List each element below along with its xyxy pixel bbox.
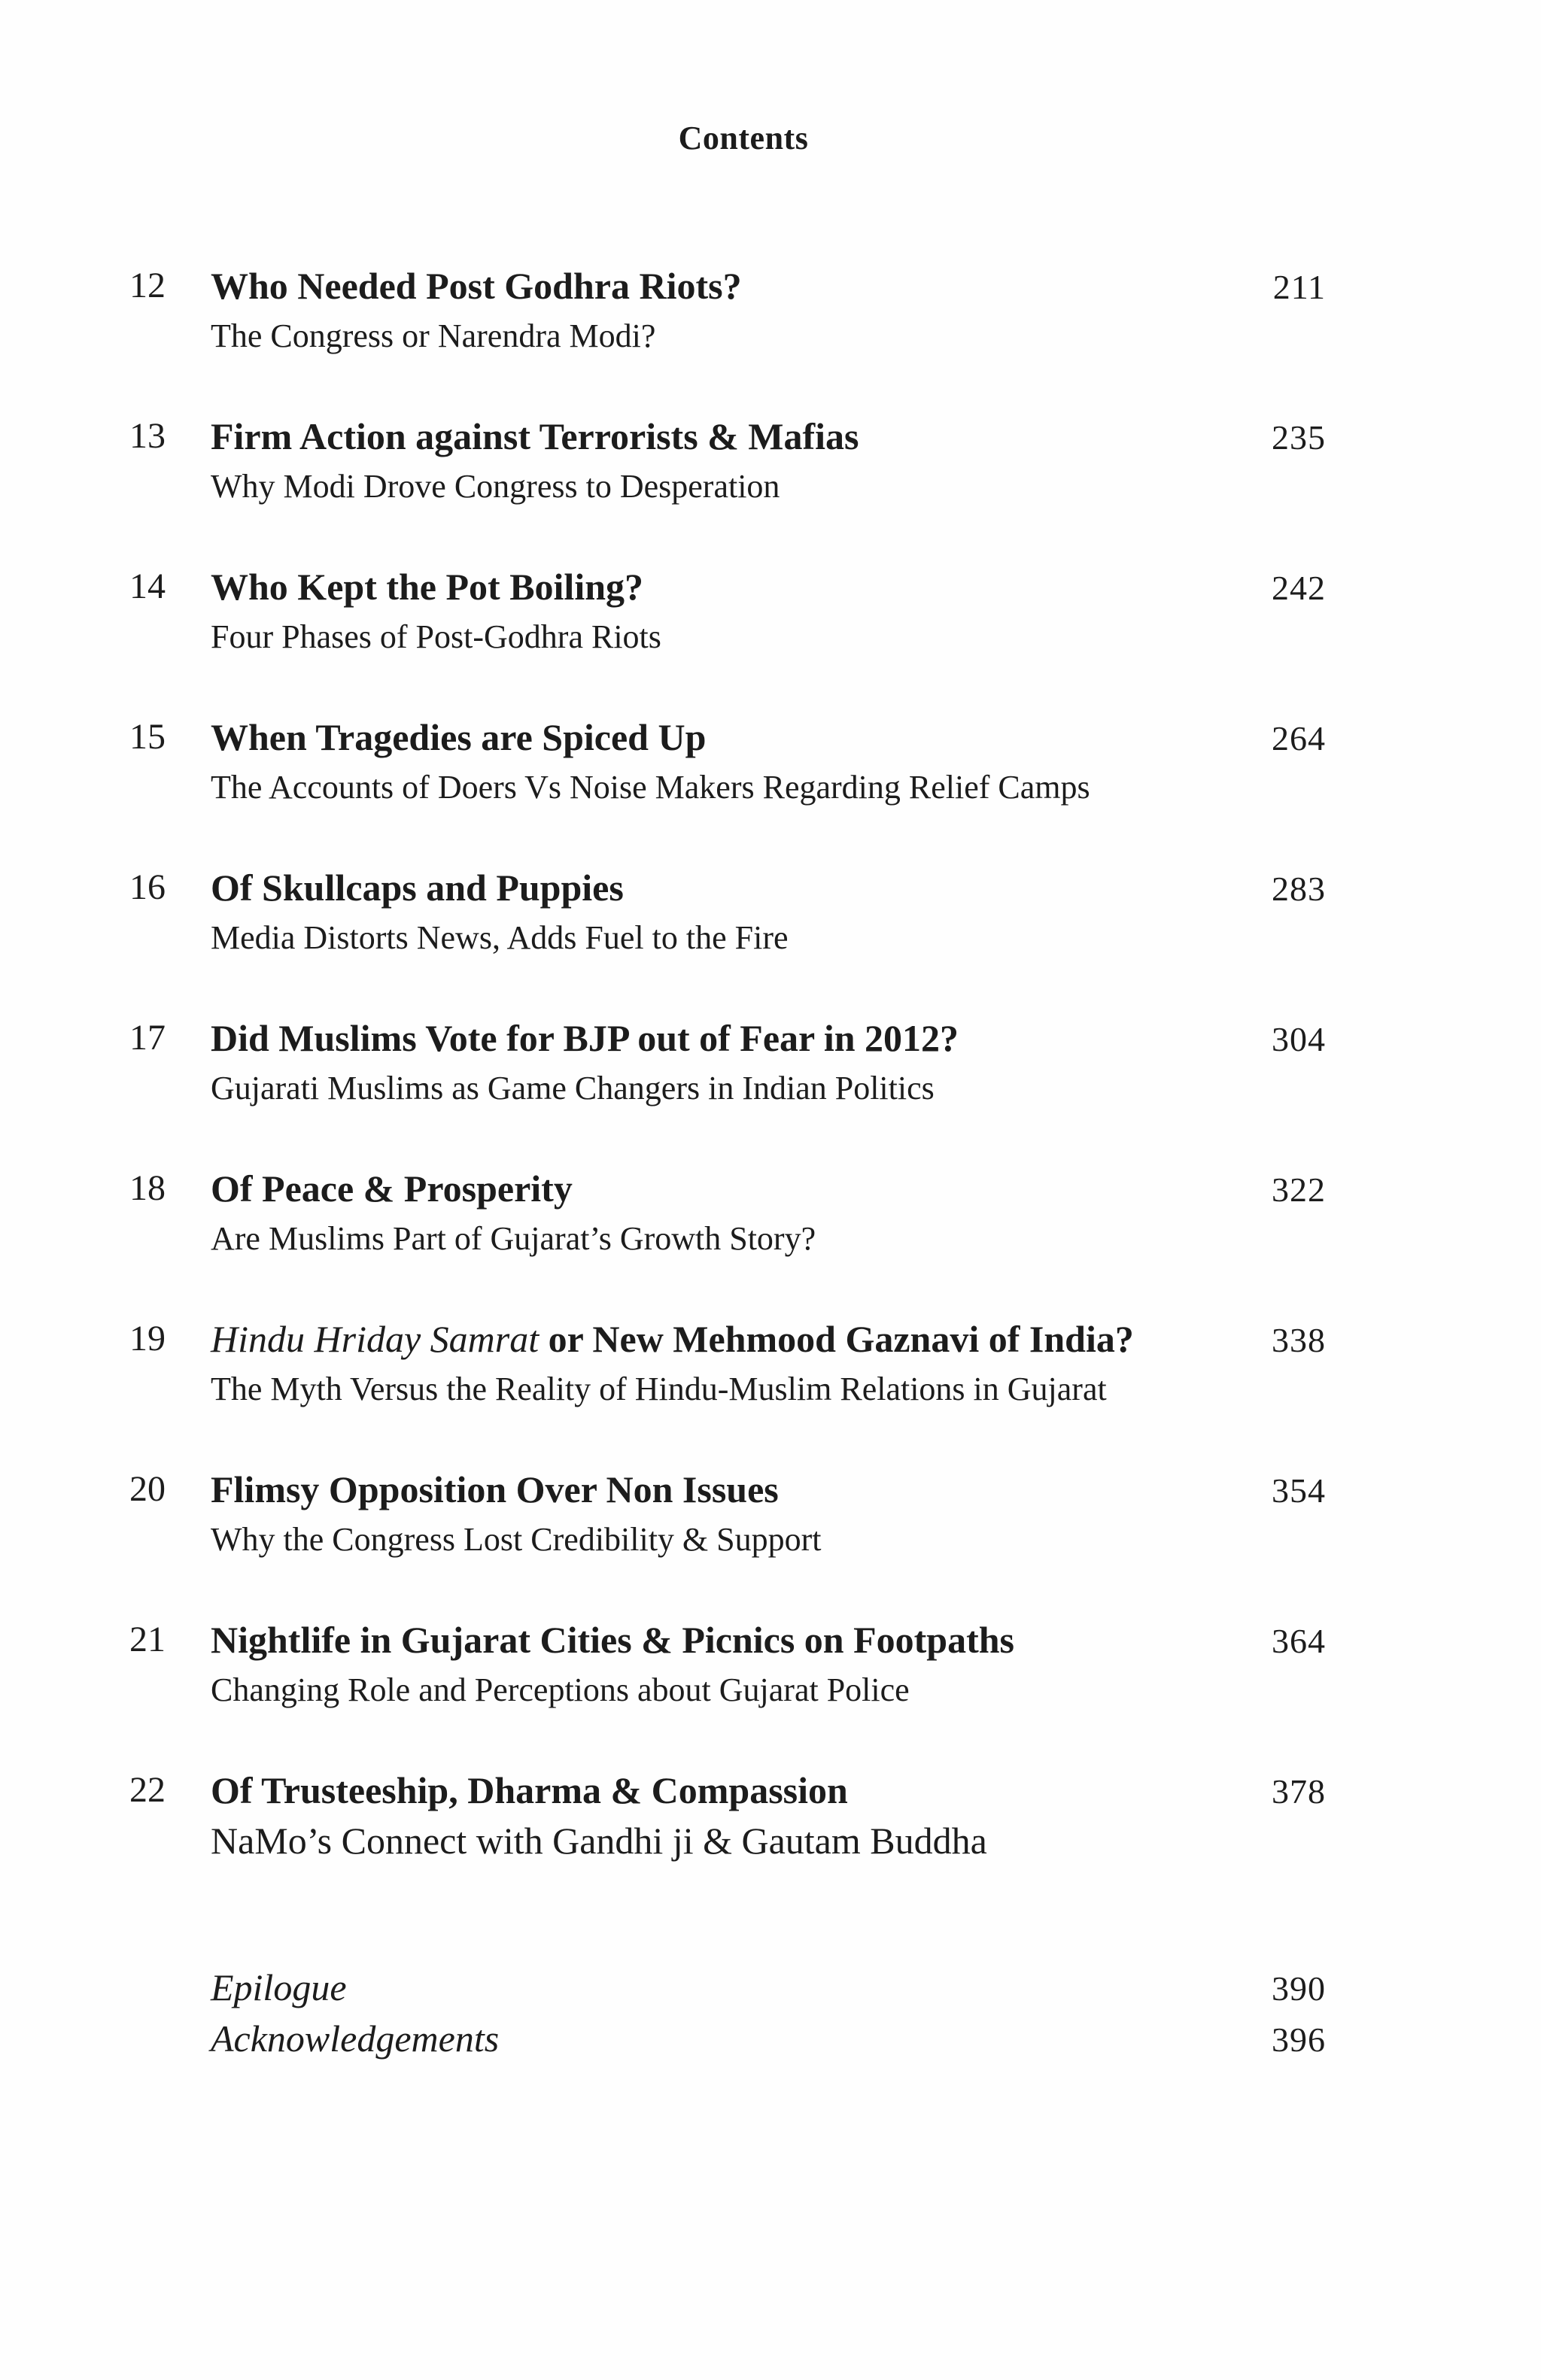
toc-entry-18 bbox=[129, 1166, 1326, 1316]
chapter-title bbox=[211, 1316, 1134, 1362]
backmatter-entry-epilogue bbox=[129, 1965, 1326, 2016]
toc-entry-22 bbox=[129, 1768, 1326, 1918]
page-number: 322 bbox=[1272, 1170, 1326, 1209]
page-number: 354 bbox=[1272, 1471, 1326, 1510]
page-number: 364 bbox=[1272, 1622, 1326, 1660]
chapter-title: Who Needed Post Godhra Riots? bbox=[211, 265, 742, 307]
chapter-subtitle: Are Muslims Part of Gujarat’s Growth Story? bbox=[211, 1220, 816, 1257]
chapter-number: 22 bbox=[129, 1770, 166, 1810]
chapter-title: Nightlife in Gujarat Cities & Picnics on Footpaths bbox=[211, 1619, 1015, 1661]
chapter-title: Firm Action against Terrorists & Mafias bbox=[211, 415, 859, 457]
chapter-subtitle: Why the Congress Lost Credibility & Support bbox=[211, 1521, 822, 1558]
chapter-title: When Tragedies are Spiced Up bbox=[211, 716, 707, 758]
chapter-title-rest: or New Mehmood Gaznavi of India? bbox=[539, 1318, 1134, 1360]
toc-entry-14 bbox=[129, 564, 1326, 715]
backmatter-list bbox=[129, 1965, 1326, 2067]
toc-entry-12 bbox=[129, 263, 1326, 414]
chapter-title-italic: Hindu Hriday Samrat bbox=[211, 1318, 540, 1360]
chapter-subtitle: The Congress or Narendra Modi? bbox=[211, 317, 656, 354]
chapter-number: 20 bbox=[129, 1469, 166, 1509]
chapter-number: 19 bbox=[129, 1319, 166, 1358]
page-number: 211 bbox=[1272, 268, 1326, 306]
toc-entry-19 bbox=[129, 1316, 1326, 1467]
backmatter-label: Acknowledgements bbox=[211, 2017, 500, 2060]
chapter-number: 16 bbox=[129, 867, 166, 907]
page-title: Contents bbox=[678, 120, 809, 156]
backmatter-label: Epilogue bbox=[211, 1966, 347, 2008]
chapter-subtitle: The Accounts of Doers Vs Noise Makers Regarding Relief Camps bbox=[211, 769, 1090, 806]
chapter-subtitle: NaMo’s Connect with Gandhi ji & Gautam Buddha bbox=[211, 1820, 987, 1862]
backmatter-entry-acknowledgements bbox=[129, 2016, 1326, 2067]
toc-entry-20 bbox=[129, 1467, 1326, 1617]
chapter-number: 14 bbox=[129, 566, 166, 606]
chapter-title: Of Trusteeship, Dharma & Compassion bbox=[211, 1769, 848, 1811]
chapter-number: 18 bbox=[129, 1168, 166, 1208]
chapter-number: 15 bbox=[129, 717, 166, 757]
chapter-number: 13 bbox=[129, 416, 166, 456]
chapter-title: Who Kept the Pot Boiling? bbox=[211, 566, 644, 608]
chapter-subtitle: Changing Role and Perceptions about Gujarat Police bbox=[211, 1671, 910, 1708]
page-number: 378 bbox=[1272, 1772, 1326, 1811]
toc-entry-13 bbox=[129, 414, 1326, 564]
chapter-title: Of Peace & Prosperity bbox=[211, 1167, 573, 1210]
chapter-number: 17 bbox=[129, 1018, 166, 1058]
table-of-contents bbox=[129, 263, 1326, 1918]
chapter-subtitle: The Myth Versus the Reality of Hindu-Muslim Relations in Gujarat bbox=[211, 1371, 1107, 1407]
toc-entry-16 bbox=[129, 865, 1326, 1015]
chapter-number: 21 bbox=[129, 1620, 166, 1659]
toc-entry-17 bbox=[129, 1015, 1326, 1166]
chapter-title: Did Muslims Vote for BJP out of Fear in 2012? bbox=[211, 1017, 959, 1059]
page-number: 264 bbox=[1272, 719, 1326, 757]
chapter-title: Of Skullcaps and Puppies bbox=[211, 867, 624, 909]
page-number: 283 bbox=[1272, 870, 1326, 908]
page-number: 235 bbox=[1272, 418, 1326, 457]
page-number: 338 bbox=[1272, 1321, 1326, 1359]
chapter-subtitle: Four Phases of Post-Godhra Riots bbox=[211, 618, 661, 655]
page-number: 304 bbox=[1272, 1020, 1326, 1058]
chapter-number: 12 bbox=[129, 266, 166, 305]
chapter-subtitle: Why Modi Drove Congress to Desperation bbox=[211, 468, 780, 505]
chapter-subtitle: Gujarati Muslims as Game Changers in Indian Politics bbox=[211, 1070, 935, 1107]
toc-entry-21 bbox=[129, 1617, 1326, 1768]
toc-entry-15 bbox=[129, 715, 1326, 865]
page-number: 390 bbox=[1272, 1969, 1326, 2008]
chapter-title: Flimsy Opposition Over Non Issues bbox=[211, 1468, 779, 1510]
page-number: 242 bbox=[1272, 569, 1326, 607]
page-number: 396 bbox=[1272, 2020, 1326, 2059]
chapter-subtitle: Media Distorts News, Adds Fuel to the Fire bbox=[211, 919, 789, 956]
